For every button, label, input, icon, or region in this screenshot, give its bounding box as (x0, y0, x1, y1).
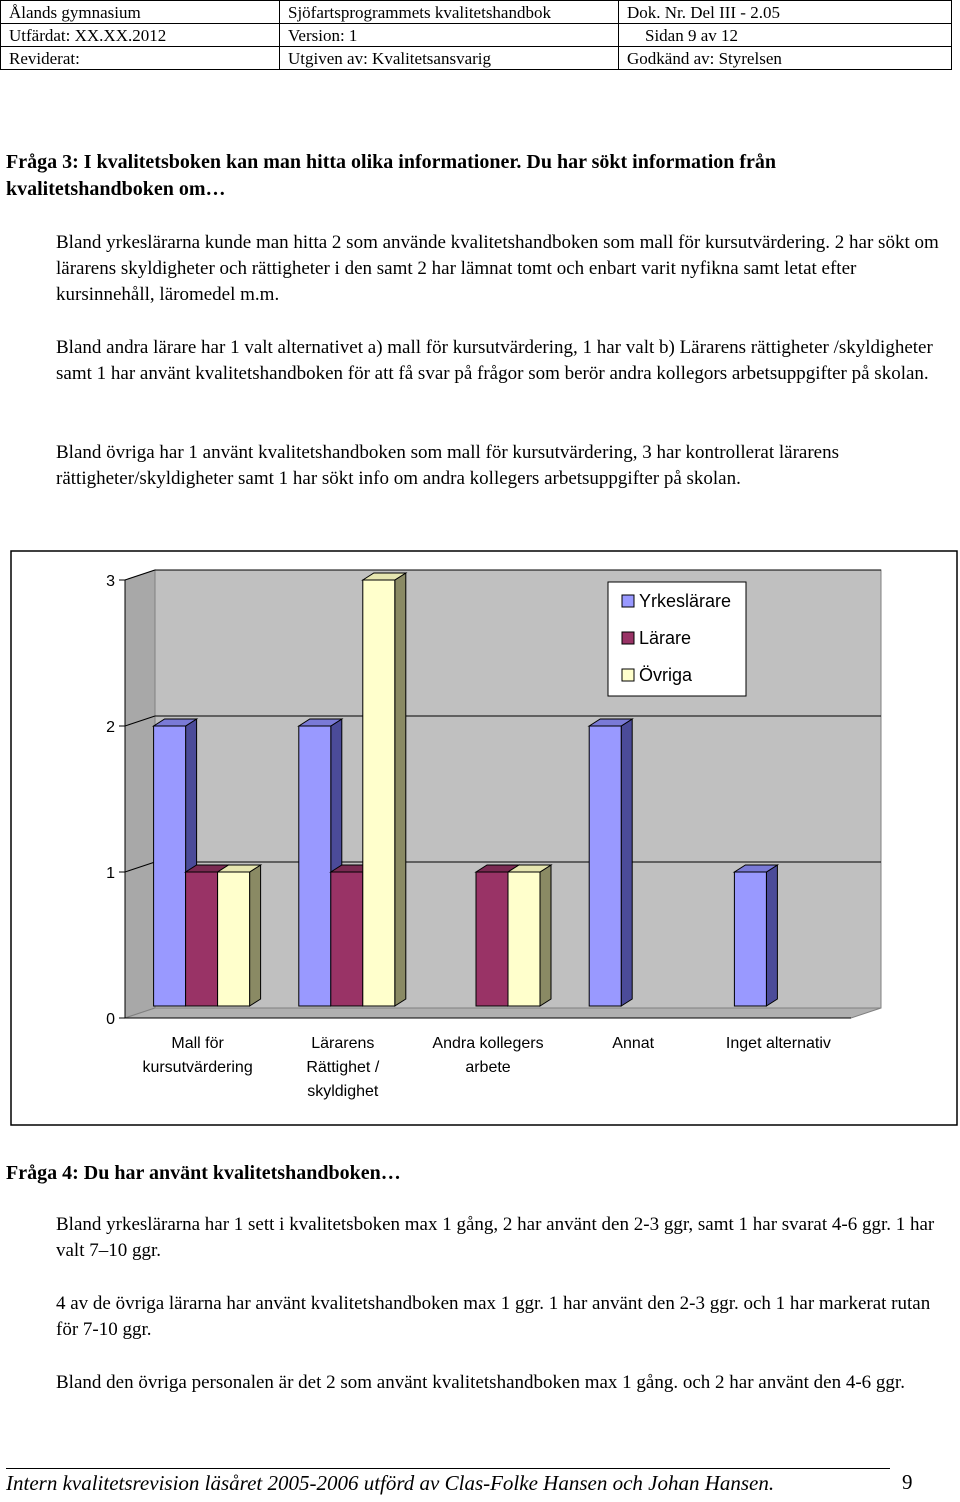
bar (508, 872, 540, 1006)
question-3-paragraph-3: Bland övriga har 1 använt kvalitetshandboken som mall för kursutvärdering, 3 har kontrollerat lärarens rättigheter/skyldigheter samt 1 har sökt info om andra kollegers arbetsuppgifter på skolan. (56, 442, 839, 489)
bar-side (395, 573, 406, 1006)
x-tick-label: Inget alternativ (725, 1035, 831, 1052)
header-page: Sidan 9 av 12 (619, 24, 952, 47)
header-issued: Utfärdat: XX.XX.2012 (1, 24, 280, 47)
header-version: Version: 1 (280, 24, 619, 47)
legend-label: Yrkeslärare (639, 591, 732, 611)
question-3-heading (6, 149, 776, 203)
x-tick-label: Rättighet / (306, 1059, 380, 1076)
bar (299, 726, 331, 1006)
bar (218, 872, 250, 1006)
header-school: Ålands gymnasium (1, 1, 280, 24)
legend-swatch (622, 632, 634, 644)
x-tick-label: Annat (612, 1035, 655, 1052)
question-4-paragraph-2: 4 av de övriga lärarna har använt kvalitetshandboken max 1 ggr. 1 har använt den 2-3 ggr. och 1 har markerat rutan för 7-10 ggr. (56, 1293, 931, 1340)
footer-text: Intern kvalitetsrevision läsåret 2005-2006 utförd av Clas-Folke Hansen och Johan Hansen. (6, 1468, 890, 1496)
bar-side (621, 719, 632, 1006)
question-4-paragraph-1: Bland yrkeslärarna har 1 sett i kvalitetsboken max 1 gång, 2 har använt den 2-3 ggr, samt 1 har svarat 4-6 ggr. 1 har valt 7–10 ggr. (56, 1214, 935, 1261)
y-tick-label: 0 (106, 1011, 115, 1028)
x-tick-label: arbete (465, 1059, 511, 1076)
chart-side-wall (125, 570, 155, 1018)
header-published-by: Utgiven av: Kvalitetsansvarig (280, 47, 619, 70)
page-number: 9 (902, 1470, 913, 1494)
legend-label: Lärare (639, 628, 692, 648)
header-revised: Reviderat: (1, 47, 280, 70)
bar (734, 872, 766, 1006)
bar-side (250, 865, 261, 1006)
y-tick-label: 2 (106, 719, 115, 736)
chart-frame (10, 550, 958, 1126)
bar (186, 872, 218, 1006)
legend-label: Övriga (639, 665, 693, 685)
x-tick-label: Andra kollegers (432, 1035, 544, 1052)
bar (331, 872, 363, 1006)
bar (154, 726, 186, 1006)
header-doc-nr: Dok. Nr. Del III - 2.05 (619, 1, 952, 24)
question-3-paragraph-1: Bland yrkeslärarna kunde man hitta 2 som använde kvalitetshandboken som mall för kursutvärdering. 2 har sökt om lärarens skyldigheter och rättigheter i den samt 2 har lämnat tomt och enbart varit nyfikna samt letat efter kursinnehåll, läromedel m.m. (56, 232, 939, 305)
question-4-heading: Fråga 4: Du har använt kvalitetshandboken… (6, 1162, 401, 1184)
bar (589, 726, 621, 1006)
legend-swatch (622, 669, 634, 681)
y-tick-label: 3 (106, 573, 115, 590)
bar (363, 580, 395, 1006)
header-handbook: Sjöfartsprogrammets kvalitetshandbok (280, 1, 619, 24)
bar-chart (10, 550, 958, 1126)
x-tick-label: kursutvärdering (142, 1059, 253, 1076)
legend-swatch (622, 595, 634, 607)
question-4-paragraph-3: Bland den övriga personalen är det 2 som använt kvalitetshandboken max 1 gång. och 2 har använt den 4-6 ggr. (56, 1372, 905, 1393)
bar-side (766, 865, 777, 1006)
question-3-heading-line2: kvalitetshandboken om… (6, 178, 226, 200)
x-tick-label: Lärarens (311, 1035, 375, 1052)
document-header-table (0, 0, 952, 70)
header-approved-by: Godkänd av: Styrelsen (619, 47, 952, 70)
chart-floor (125, 1008, 881, 1018)
bar (476, 872, 508, 1006)
y-tick-label: 1 (106, 865, 115, 882)
x-tick-label: Mall för (171, 1035, 224, 1052)
question-3-heading-line1: Fråga 3: I kvalitetsboken kan man hitta olika informationer. Du har sökt information från (6, 151, 777, 173)
bar-side (540, 865, 551, 1006)
x-tick-label: skyldighet (307, 1083, 379, 1100)
question-3-paragraph-2: Bland andra lärare har 1 valt alternativet a) mall för kursutvärdering, 1 har valt b) Lärarens rättigheter /skyldigheter samt 1 har använt kvalitetshandboken för att få svar på frågor som berör andra kollegors arbetsuppgifter på skolan. (56, 337, 933, 384)
